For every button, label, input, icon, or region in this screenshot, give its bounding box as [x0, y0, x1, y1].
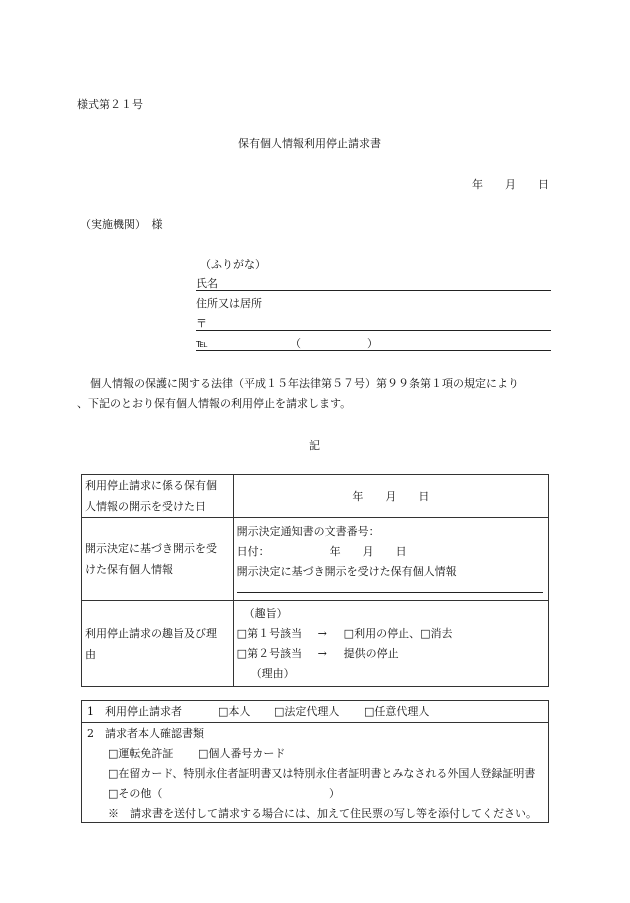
- id-documents-row: 2 請求者本人確認書類 □運転免許証 □個人番号カード □在留カード、特別永住者証明書又は特別永住者証明書とみなされる外国人登録証明書 □その他（ ） ※ 請求書を送付して請求する場合には、加えて住民票の写し等を添付してください。: [82, 723, 549, 823]
- requester-type-row: 1 利用停止請求者 □本人 □法定代理人 □任意代理人: [82, 701, 549, 723]
- requester-info-table: [81, 700, 549, 823]
- postal-line: [196, 330, 551, 331]
- address-label: 住所又は居所: [196, 297, 262, 310]
- disclosed-info-line: [237, 592, 543, 593]
- phone-mark: ℡: [196, 337, 208, 350]
- form-number: 様式第２１号: [77, 98, 143, 111]
- body-line-2: 、下記のとおり保有個人情報の利用停止を請求します。: [77, 397, 352, 410]
- phone-paren: （ ）: [290, 337, 378, 350]
- date-line: 年 月 日: [472, 178, 549, 191]
- disclosed-info-label: 開示決定に基づき開示を受 けた保有個人情報: [82, 518, 234, 601]
- disclosure-date-value: 年 月 日: [233, 475, 548, 518]
- ki-heading: 記: [309, 439, 320, 452]
- addressee: （実施機関） 様: [80, 218, 163, 231]
- request-table: [81, 474, 549, 687]
- postal-mark: 〒: [196, 317, 207, 330]
- purpose-reason-label: 利用停止請求の趣旨及び理 由: [82, 601, 234, 687]
- phone-line: [196, 350, 551, 351]
- name-label: 氏名: [196, 277, 218, 290]
- name-line: [196, 290, 551, 291]
- disclosed-info-value: 開示決定通知書の文書番号： 日付： 年 月 日 開示決定に基づき開示を受けた保有個人情報: [233, 518, 548, 601]
- furigana-label: （ふりがな）: [200, 258, 266, 271]
- page-title: 保有個人情報利用停止請求書: [238, 137, 381, 150]
- body-line-1: 個人情報の保護に関する法律（平成１５年法律第５７号）第９９条第１項の規定により: [90, 377, 519, 390]
- disclosure-date-label: 利用停止請求に係る保有個 人情報の開示を受けた日: [82, 475, 234, 518]
- purpose-reason-value: （趣旨） □第１号該当 → □利用の停止、□消去 □第２号該当 → 提供の停止 （理由）: [233, 601, 548, 687]
